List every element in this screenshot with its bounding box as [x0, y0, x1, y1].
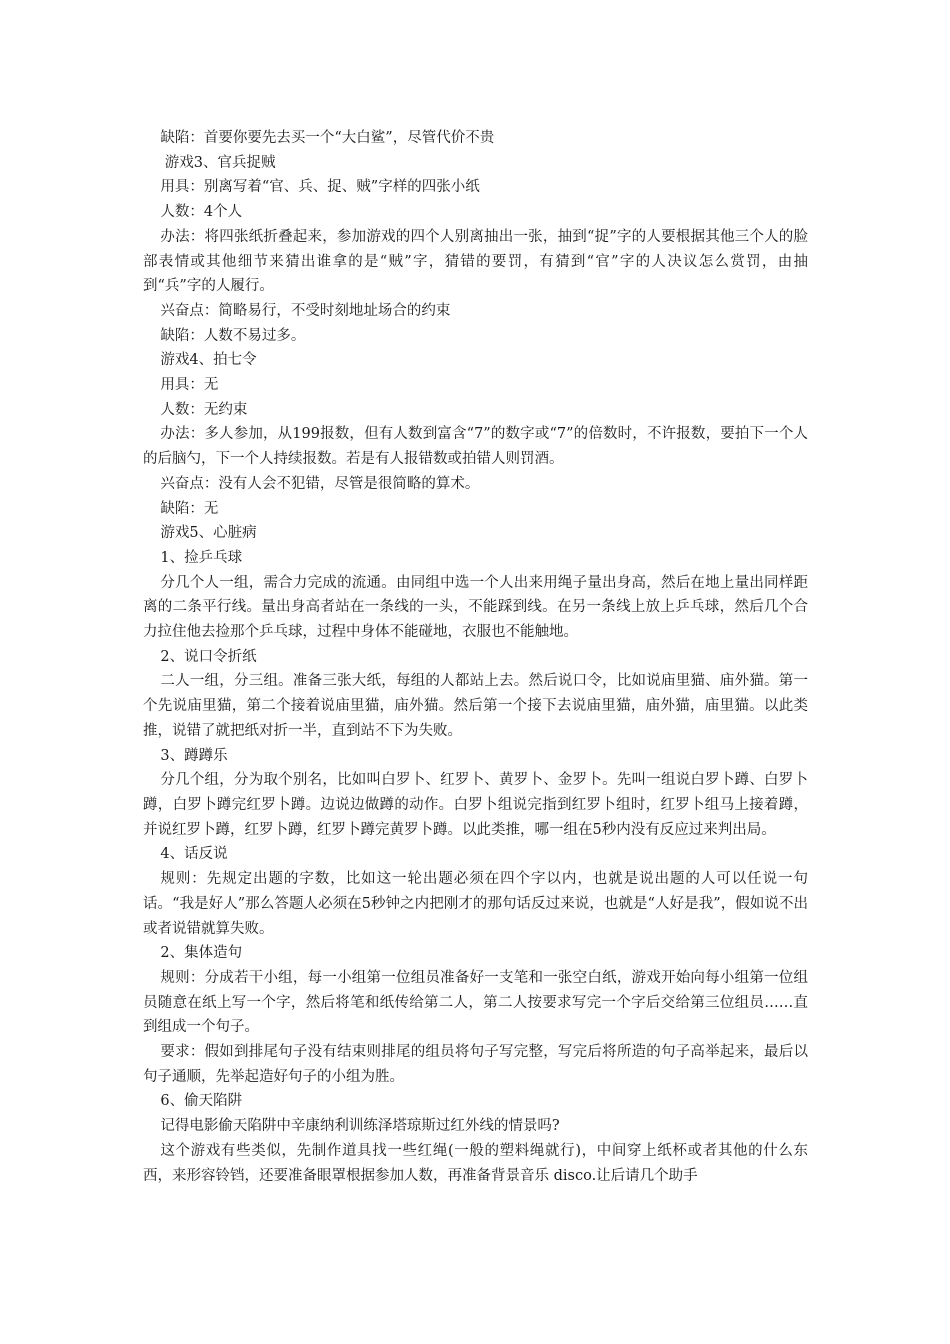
heading-game-4: 游戏4、拍七令 [160, 352, 257, 369]
heading-game-5: 游戏5、心脏病 [160, 525, 257, 542]
paragraph-defect-game-4: 缺陷：无 [160, 500, 219, 517]
subheading-fold-paper: 2、说口令折纸 [160, 648, 257, 665]
paragraph-pingpong: 分几个人一组，需合力完成的流通。由同组中选一个人出来用绳子量出身高，然后在地上量出同样距离的二条平行线。量出身高者站在一条线的一头，不能踩到线。在另一条线上放上乒乓球，然后几个合力拉住他去捡那个乒乓球，过程中身体不能碰地，衣服也不能触地。 [143, 574, 808, 641]
paragraph-defect-game-3: 缺陷：人数不易过多。 [160, 327, 306, 344]
paragraph-highlight-game-4: 兴奋点：没有人会不犯错，尽管是很简略的算术。 [160, 475, 480, 492]
subheading-reverse-speech: 4、话反说 [160, 846, 228, 863]
paragraph-reverse-speech: 规则：先规定出题的字数，比如这一轮出题必须在四个字以内，也就是说出题的人可以任说一句话。“我是好人”那么答题人必须在5秒钟之内把刚才的那句话反过来说，也就是“人好是我”，假如说不出或者说错就算失败。 [143, 871, 808, 937]
paragraph-entrapment-setup: 这个游戏有些类似，先制作道具找一些红绳(一般的塑料绳就行)，中间穿上纸杯或者其他的什么东西，来形容铃铛，还要准备眼罩根据参加人数，再准备背景音乐 disco.让后请几个助手 [143, 1142, 808, 1184]
paragraph-entrapment-intro: 记得电影偷天陷阱中辛康纳利训练泽塔琼斯过红外线的情景吗? [160, 1118, 560, 1135]
paragraph-group-sentence-rules: 规则：分成若干小组，每一小组第一位组员准备好一支笔和一张空白纸，游戏开始向每小组第一位组员随意在纸上写一个字，然后将笔和纸传给第二人，第二人按要求写完一个字后交给第三位组员……直到组成一个句子。 [143, 969, 808, 1036]
paragraph-group-sentence-requirements: 要求：假如到排尾句子没有结束则排尾的组员将句子写完整，写完后将所造的句子高举起来，最后以句子通顺，先举起造好句子的小组为胜。 [143, 1044, 808, 1085]
paragraph-tools-game-3: 用具：别离写着“官、兵、捉、贼”字样的四张小纸 [160, 179, 480, 196]
paragraph-defect-shark: 缺陷：首要你要先去买一个“大白鲨”，尽管代价不贵 [160, 130, 495, 146]
subheading-squat: 3、蹲蹲乐 [160, 747, 228, 764]
paragraph-players-game-3: 人数：4个人 [160, 204, 243, 221]
paragraph-method-game-4: 办法：多人参加，从199报数，但有人数到富含“7”的数字或“7”的倍数时，不许报数，要拍下一个人的后脑勺，下一个人持续报数。若是有人报错数或拍错人则罚酒。 [143, 426, 808, 468]
paragraph-method-game-3: 办法：将四张纸折叠起来，参加游戏的四个人别离抽出一张，抽到“捉”字的人要根据其他三个人的脸部表情或其他细节来猜出谁拿的是“贼”字，猜错的要罚，有猜到“官”字的人决议怎么赏罚，由抽到“兵”字的人履行。 [143, 228, 808, 295]
subheading-entrapment: 6、偷天陷阱 [160, 1093, 243, 1110]
document-body [143, 126, 808, 1188]
paragraph-squat: 分几个组，分为取个别名，比如叫白罗卜、红罗卜、黄罗卜、金罗卜。先叫一组说白罗卜蹲、白罗卜蹲，白罗卜蹲完红罗卜蹲。边说边做蹲的动作。白罗卜组说完指到红罗卜组时，红罗卜组马上接着蹲，并说红罗卜蹲，红罗卜蹲，红罗卜蹲完黄罗卜蹲。以此类推，哪一组在5秒内没有反应过来判出局。 [143, 772, 808, 838]
paragraph-players-game-4: 人数：无约束 [160, 401, 248, 418]
paragraph-highlight-game-3: 兴奋点：简略易行，不受时刻地址场合的约束 [160, 302, 451, 319]
subheading-pingpong: 1、捡乒乓球 [160, 549, 243, 566]
heading-game-3: 游戏3、官兵捉贼 [164, 154, 276, 171]
paragraph-tools-game-4: 用具：无 [160, 377, 219, 394]
paragraph-fold-paper: 二人一组，分三组。准备三张大纸，每组的人都站上去。然后说口令，比如说庙里猫、庙外猫。第一个先说庙里猫，第二个接着说庙里猫，庙外猫。然后第一个接下去说庙里猫，庙外猫，庙里猫。以此类推，说错了就把纸对折一半，直到站不下为失败。 [143, 673, 808, 739]
subheading-group-sentence: 2、集体造句 [160, 945, 243, 962]
